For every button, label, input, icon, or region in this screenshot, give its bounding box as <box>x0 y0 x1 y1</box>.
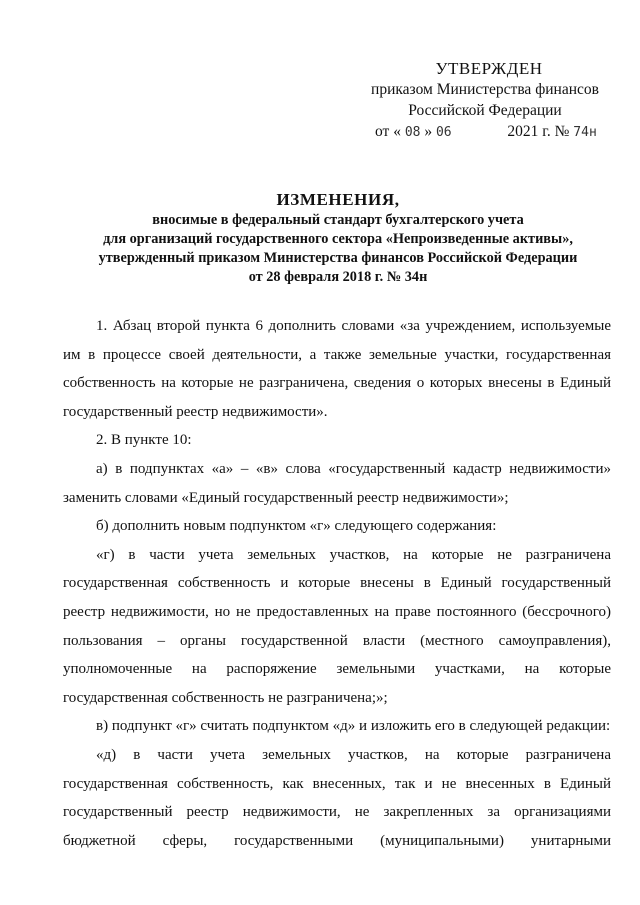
title-line-3: утвержденный приказом Министерства финансов Российской Федерации <box>98 250 578 266</box>
paragraph-4: б) дополнить новым подпунктом «г» следующего содержания: <box>96 518 497 535</box>
order-number: 74н <box>573 125 597 140</box>
approval-date-line <box>355 121 615 143</box>
paragraph-5: «г) в части учета земельных участков, на которые не разграничена государственная собственность и которые внесены в Единый государственный реестр недвижимости, но не предоставленных на праве постоянного (бессрочного) пользования – органы государственной власти (местного самоуправления), уполномоченные на распоряжение земельными участками, на которые государственная собственность не разграничена;»; <box>63 546 611 706</box>
date-month: 06 <box>435 125 452 140</box>
title-line-1: вносимые в федеральный стандарт бухгалтерского учета <box>152 212 524 228</box>
paragraph-2: 2. В пункте 10: <box>96 432 192 449</box>
paragraph-6: в) подпункт «г» считать подпунктом «д» и изложить его в следующей редакции: <box>96 718 611 735</box>
document-body <box>63 312 611 855</box>
approval-heading: УТВЕРЖДЕН <box>435 59 543 78</box>
date-year: 2021 г. № <box>507 123 570 140</box>
title-line-2: для организаций государственного сектора «Непроизведенные активы», <box>103 231 573 247</box>
paragraph-1: 1. Абзац второй пункта 6 дополнить словами «за учреждением, используемые им в процессе своей деятельности, а также земельные участки, государственная собственность на которые не разграничена, сведения о которых внесены в Единый государственный реестр недвижимости». <box>63 318 611 420</box>
approval-stamp <box>355 58 615 143</box>
title-line-4: от 28 февраля 2018 г. № 34н <box>248 269 428 285</box>
paragraph-7: «д) в части учета земельных участков, на которые разграничена государственная собственность, как внесенных, так и не внесенных в Единый государственный реестр недвижимости, не закрепленных за организациями бюджетной сферы, государственными (муниципальными) унитарными <box>63 746 611 849</box>
date-prefix: от « <box>375 123 401 140</box>
approval-line-1: приказом Министерства финансов <box>371 81 599 98</box>
paragraph-3: а) в подпунктах «а» – «в» слова «государственный кадастр недвижимости» заменить словами «Единый государственный реестр недвижимости»; <box>63 460 611 506</box>
document-title <box>60 189 616 287</box>
date-day: 08 <box>404 125 421 140</box>
approval-line-2: Российской Федерации <box>408 102 562 119</box>
date-mid: » <box>424 123 433 140</box>
title-main: ИЗМЕНЕНИЯ, <box>276 190 400 209</box>
